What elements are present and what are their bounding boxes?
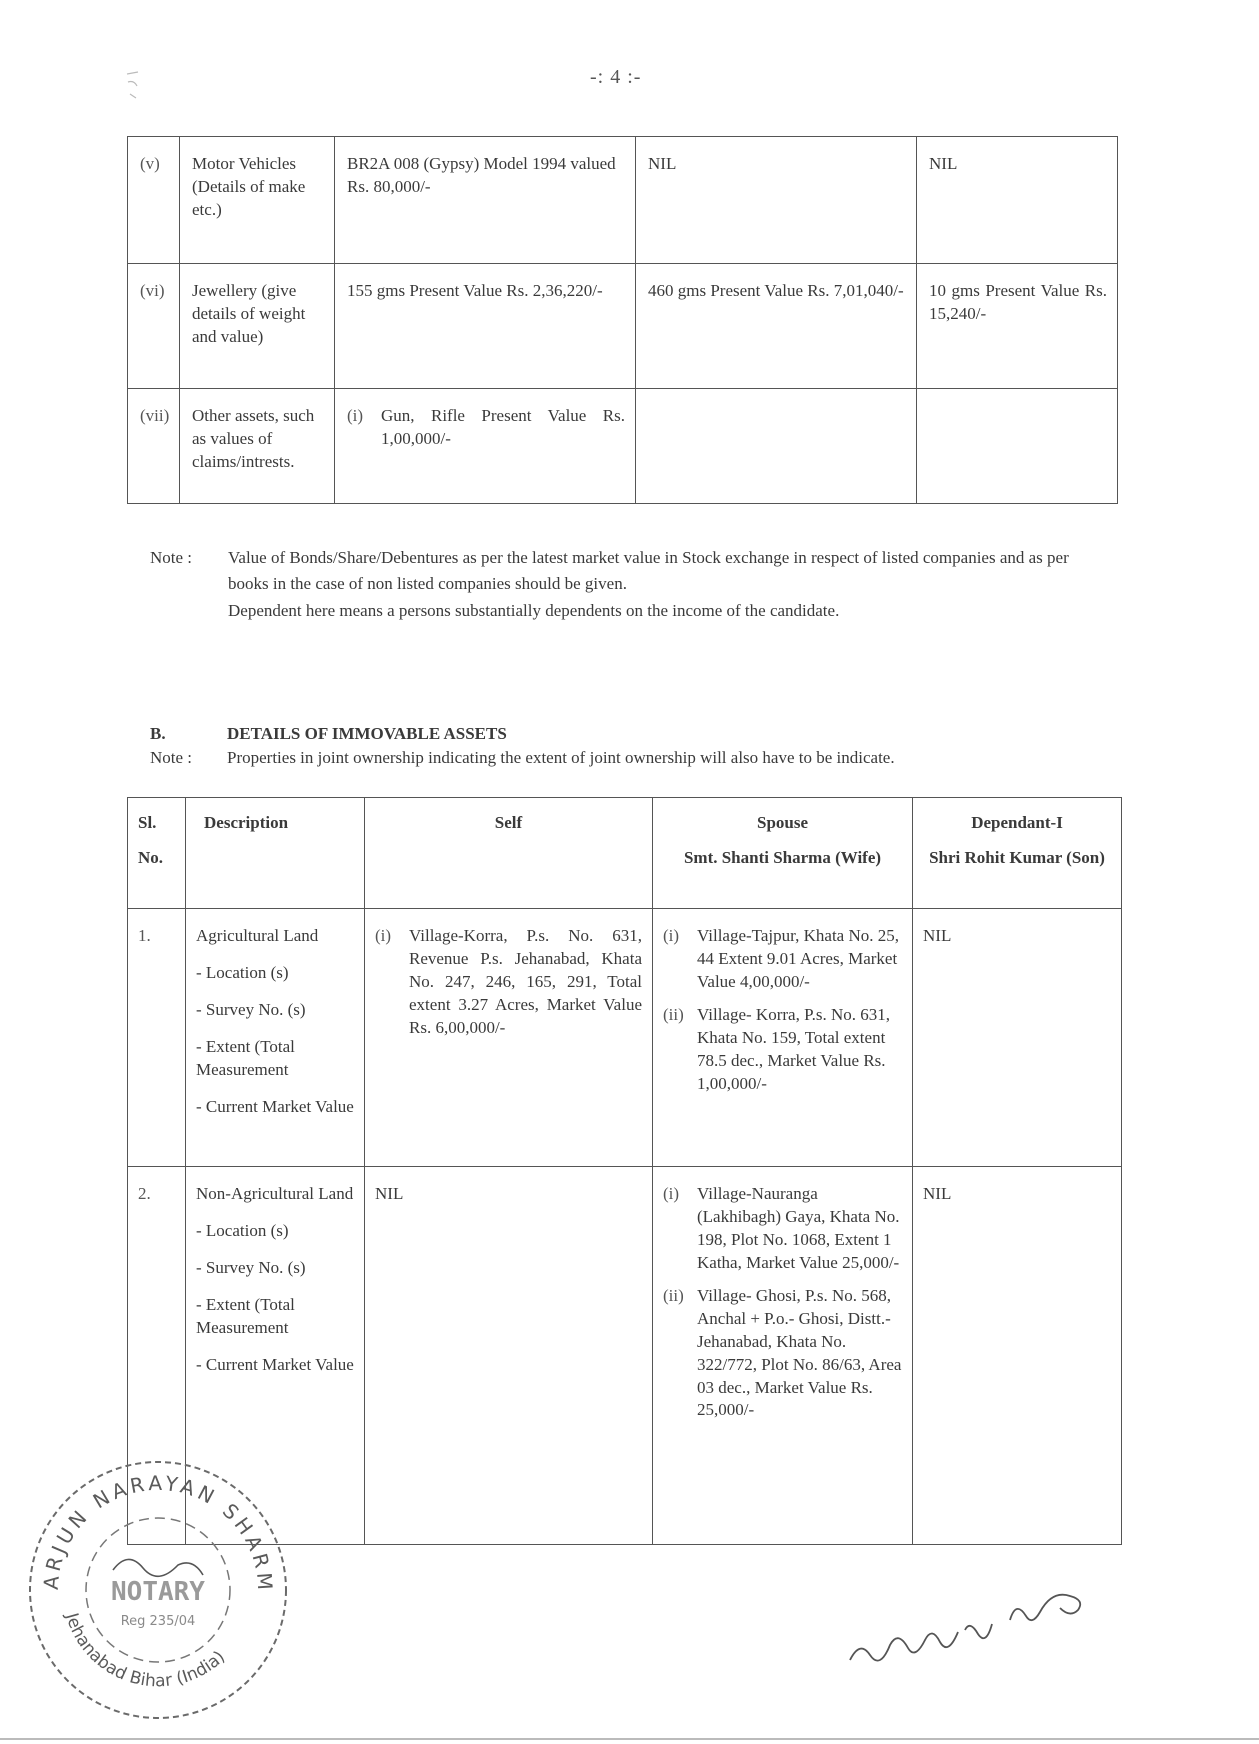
- column-header-dependant: [913, 798, 1122, 909]
- self-value: BR2A 008 (Gypsy) Model 1994 valued Rs. 80,000/-: [335, 137, 636, 264]
- note-label: Note :: [150, 748, 193, 767]
- asset-type: Jewellery (give details of weight and value): [180, 264, 335, 389]
- notary-stamp: [18, 1440, 298, 1720]
- asset-type: Motor Vehicles (Details of make etc.): [180, 137, 335, 264]
- item-marker: (i): [663, 1184, 680, 1203]
- spouse-value: [653, 1167, 913, 1545]
- dependant-value: [917, 389, 1118, 504]
- description-line: - Survey No. (s): [196, 1257, 306, 1277]
- item-text: Village- Ghosi, P.s. No. 568, Anchal + P.o.- Ghosi, Distt.- Jehanabad, Khata No. 322/772, Plot No. 86/63, Area 03 dec., Market Value Rs. 25,000/-: [697, 1285, 902, 1420]
- description-line: - Current Market Value: [196, 1096, 354, 1116]
- item-marker: (i): [663, 926, 680, 945]
- table-row: [128, 264, 1118, 389]
- spouse-value: 460 gms Present Value Rs. 7,01,040/-: [636, 264, 917, 389]
- description-line: - Extent (Total Measurement: [196, 1294, 295, 1337]
- self-value: [335, 389, 636, 504]
- note-block: [150, 545, 1110, 624]
- item-text: Village-Nauranga (Lakhibagh) Gaya, Khata No. 198, Plot No. 1068, Extent 1 Katha, Market Value 25,000/-: [697, 1184, 900, 1272]
- table-row: [128, 389, 1118, 504]
- section-letter: B.: [150, 724, 166, 743]
- note-line: Value of Bonds/Share/Debentures as per the latest market value in Stock exchange in respect of listed companies and as per books in the case of non listed companies should be given.: [228, 548, 1069, 594]
- row-number: 1.: [128, 909, 186, 1167]
- table-row: [128, 909, 1122, 1167]
- dependant-value: 10 gms Present Value Rs. 15,240/-: [917, 264, 1118, 389]
- description-line: - Extent (Total Measurement: [196, 1036, 295, 1079]
- section-title: DETAILS OF IMMOVABLE ASSETS: [227, 724, 507, 743]
- item-marker: (i): [375, 926, 392, 945]
- header-dependant: Dependant-I: [971, 813, 1063, 832]
- row-number: (vii): [128, 389, 180, 504]
- item-marker: (i): [347, 406, 364, 425]
- header-dependant-name: Shri Rohit Kumar (Son): [929, 847, 1105, 867]
- description-line: Non-Agricultural Land: [196, 1184, 354, 1203]
- immovable-assets-table: [127, 797, 1122, 1545]
- property-description: [186, 909, 365, 1167]
- item-text: Gun, Rifle Present Value Rs. 1,00,000/-: [381, 406, 625, 448]
- svg-text:Reg 235/04: Reg 235/04: [120, 1614, 196, 1629]
- description-line: - Location (s): [196, 1220, 289, 1240]
- handwritten-signature: [840, 1560, 1120, 1680]
- header-no: No.: [138, 847, 164, 867]
- description-line: - Current Market Value: [196, 1354, 354, 1374]
- item-marker: (ii): [663, 1004, 684, 1024]
- header-sl: Sl.: [138, 813, 157, 832]
- column-header-sl: [128, 798, 186, 909]
- self-value: 155 gms Present Value Rs. 2,36,220/-: [335, 264, 636, 389]
- column-header-spouse: [653, 798, 913, 909]
- dependant-value: NIL: [913, 909, 1122, 1167]
- item-text: Village- Korra, P.s. No. 631, Khata No. 159, Total extent 78.5 dec., Market Value Rs. 1,00,000/-: [697, 1004, 891, 1093]
- svg-text:ARJUN NARAYAN SHARMA: ARJUN NARAYAN SHARM: [38, 1470, 278, 1595]
- self-value: NIL: [365, 1167, 653, 1545]
- page-number: -: 4 :-: [590, 66, 642, 88]
- row-number: 2.: [128, 1167, 186, 1545]
- table-header-row: [128, 798, 1122, 909]
- spouse-value: [653, 909, 913, 1167]
- dependant-value: NIL: [913, 1167, 1122, 1545]
- item-text: Village-Tajpur, Khata No. 25, 44 Extent 9.01 Acres, Market Value 4,00,000/-: [697, 926, 899, 991]
- row-number: (v): [128, 137, 180, 264]
- dependant-value: NIL: [917, 137, 1118, 264]
- svg-text:NOTARY: NOTARY: [111, 1577, 205, 1607]
- description-line: - Survey No. (s): [196, 999, 306, 1019]
- description-line: - Location (s): [196, 962, 289, 982]
- note-line: Dependent here means a persons substantially dependents on the income of the candidate.: [228, 600, 840, 620]
- item-text: Village-Korra, P.s. No. 631, Revenue P.s. Jehanabad, Khata No. 247, 246, 165, 291, Total extent 3.27 Acres, Market Value Rs. 6,00,000/-: [409, 926, 642, 1037]
- svg-text:Jehanabad Bihar (India): Jehanabad Bihar (India): [61, 1610, 230, 1692]
- item-marker: (ii): [663, 1285, 684, 1305]
- scan-mark: [124, 68, 144, 104]
- section-note: Properties in joint ownership indicating the extent of joint ownership will also have to be indicate.: [227, 748, 895, 767]
- header-spouse-name: Smt. Shanti Sharma (Wife): [683, 847, 882, 867]
- header-spouse: Spouse: [756, 813, 809, 832]
- page-bottom-edge: [0, 1738, 1259, 1740]
- column-header-self: Self: [365, 798, 653, 909]
- column-header-description: Description: [186, 798, 365, 909]
- table-row: [128, 137, 1118, 264]
- description-line: Agricultural Land: [196, 926, 319, 945]
- movable-assets-table: [127, 136, 1118, 504]
- asset-type: Other assets, such as values of claims/intrests.: [180, 389, 335, 504]
- row-number: (vi): [128, 264, 180, 389]
- spouse-value: NIL: [636, 137, 917, 264]
- spouse-value: [636, 389, 917, 504]
- note-label: Note :: [150, 548, 193, 567]
- self-value: [365, 909, 653, 1167]
